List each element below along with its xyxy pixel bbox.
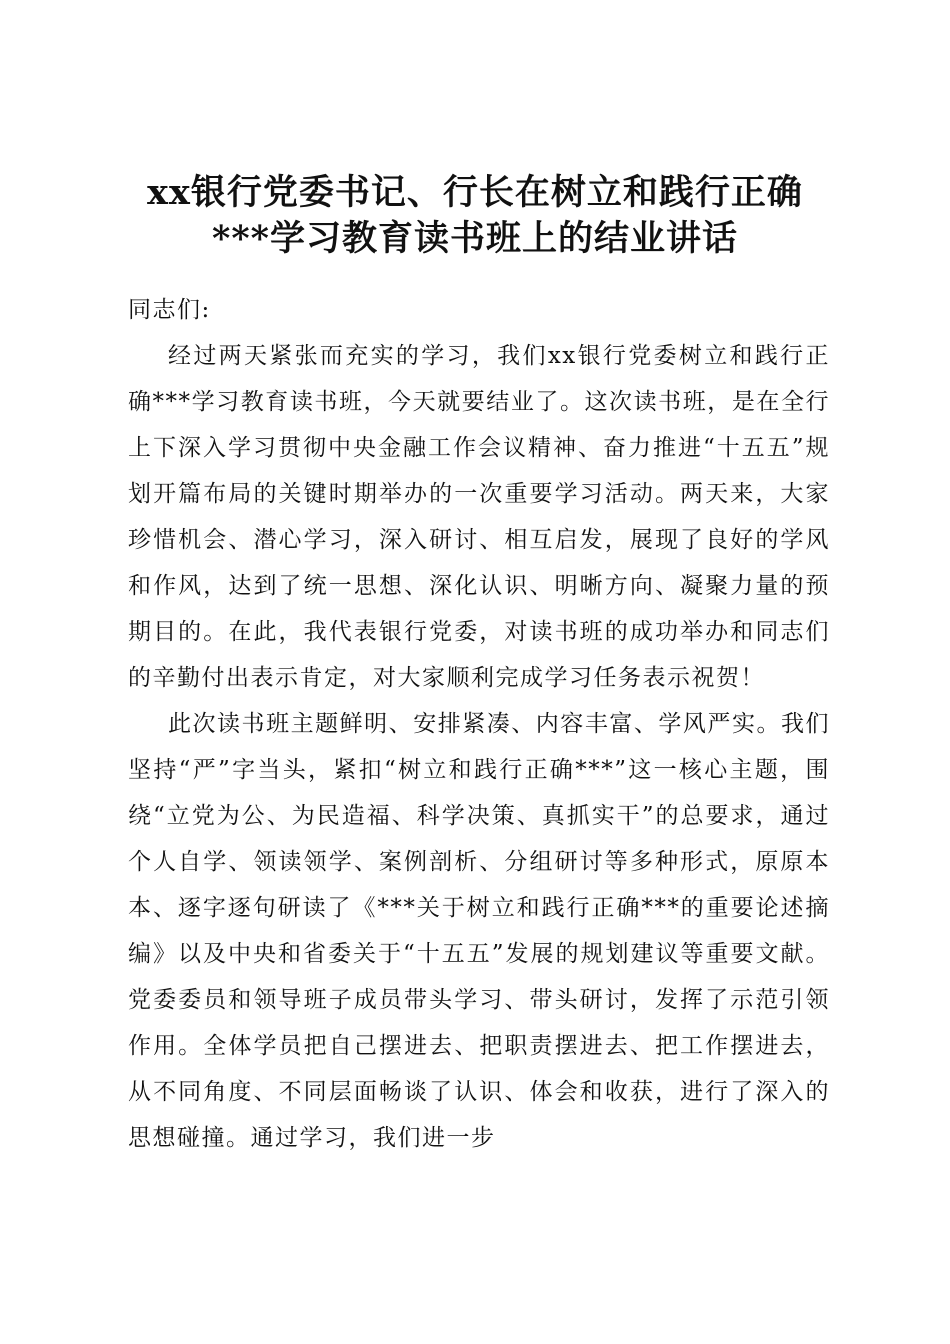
salutation: 同志们: [128,297,211,323]
title-line-1: xx银行党委书记、行长在树立和践行正确 [147,172,803,213]
document-title [120,170,830,262]
paragraph-1: 经过两天紧张而充实的学习，我们xx银行党委树立和践行正确***学习教育读书班，今天就要结业了。这次读书班，是在全行上下深入学习贯彻中央金融工作会议精神、奋力推进“十五五”规划开篇布局的关键时期举办的一次重要学习活动。两天来，大家珍惜机会、潜心学习，深入研讨、相互启发，展现了良好的学风和作风，达到了统一思想、深化认识、明晰方向、凝聚力量的预期目的。在此，我代表银行党委，对读书班的成功举办和同志们的辛勤付出表示肯定，对大家顺利完成学习任务表示祝贺！ [128,343,830,691]
paragraph-2: 此次读书班主题鲜明、安排紧凑、内容丰富、学风严实。我们坚持“严”字当头，紧扣“树立和践行正确***”这一核心主题，围绕“立党为公、为民造福、科学决策、真抓实干”的总要求，通过个人自学、领读领学、案例剖析、分组研讨等多种形式，原原本本、逐字逐句研读了《***关于树立和践行正确***的重要论述摘编》以及中央和省委关于“十五五”发展的规划建议等重要文献。党委委员和领导班子成员带头学习、带头研讨，发挥了示范引领作用。全体学员把自己摆进去、把职责摆进去、把工作摆进去，从不同角度、不同层面畅谈了认识、体会和收获，进行了深入的思想碰撞。通过学习，我们进一步 [128,711,830,1151]
document-body [128,287,830,1161]
title-line-2: ***学习教育读书班上的结业讲话 [212,218,738,259]
